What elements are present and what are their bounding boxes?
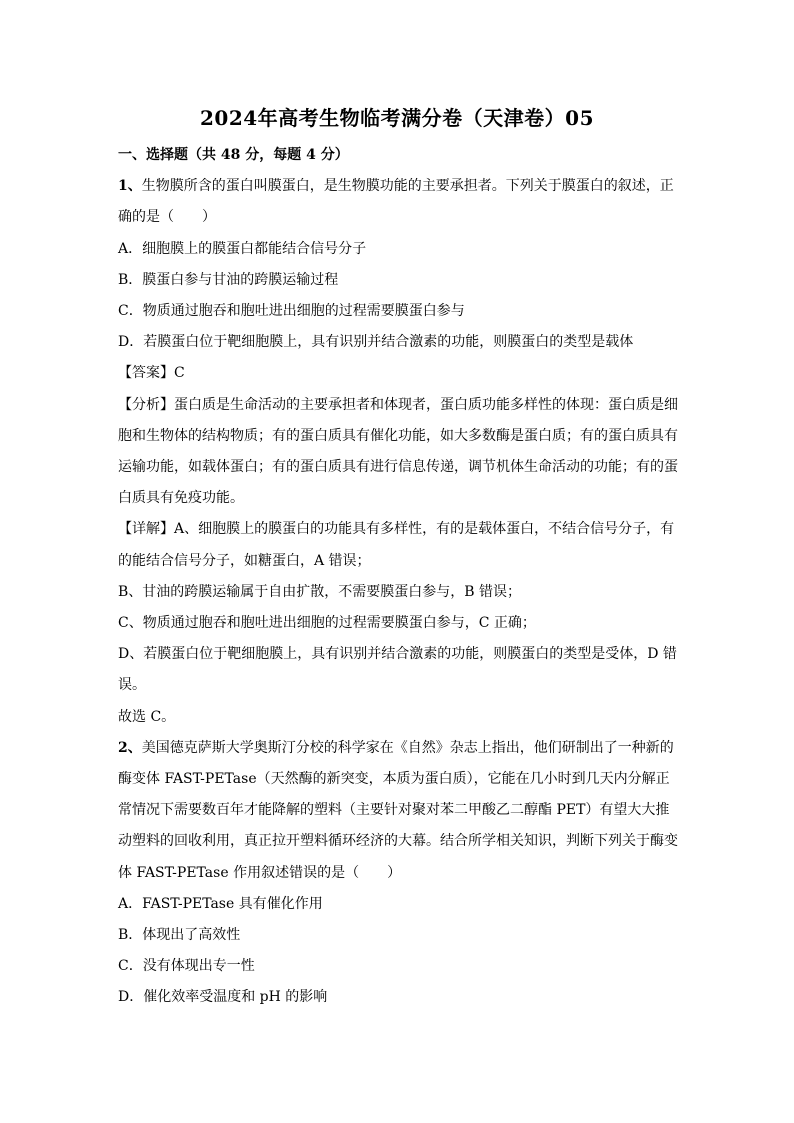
question-1-option-d: D．若膜蛋白位于靶细胞膜上，具有识别并结合激素的功能，则膜蛋白的类型是载体 — [118, 334, 634, 351]
question-2-text: 美国德克萨斯大学奥斯汀分校的科学家在《自然》杂志上指出，他们研制出了一种新的酶变体 FAST-PETase（天然酶的新突变，本质为蛋白质），它能在几小时到几天内分解正常情况下需要数百年才能降解的塑料（主要针对聚对苯二甲酸乙二醇酯 PET）有望大大推动塑料的回收利用，真正拉开塑料循环经济的大幕。结合所学相关知识，判断下列关于酶变体 FAST-PETase 作用叙述错误的是（ ） — [118, 739, 678, 881]
detail-label: 【详解】 — [118, 521, 174, 538]
question-2-option-d: D．催化效率受温度和 pH 的影响 — [118, 989, 328, 1006]
analysis-label: 【分析】 — [118, 396, 174, 413]
question-1-detail-a — [118, 514, 678, 576]
analysis-text: 蛋白质是生命活动的主要承担者和体现者，蛋白质功能多样性的体现：蛋白质是细胞和生物体的结构物质；有的蛋白质具有催化功能，如大多数酶是蛋白质；有的蛋白质具有运输功能，如载体蛋白；有的蛋白质具有进行信息传递，调节机体生命活动的功能；有的蛋白质具有免疫功能。 — [118, 396, 678, 507]
question-1-option-c: C．物质通过胞吞和胞吐进出细胞的过程需要膜蛋白参与 — [118, 303, 465, 320]
question-1-analysis — [118, 390, 678, 515]
question-1-option-a: A．细胞膜上的膜蛋白都能结合信号分子 — [118, 240, 367, 257]
question-1-answer: 【答案】C — [118, 365, 185, 382]
question-2-option-b: B．体现出了高效性 — [118, 927, 241, 944]
question-1-conclusion: 故选 C。 — [118, 708, 176, 725]
section-heading: 一、选择题（共 48 分，每题 4 分） — [118, 147, 349, 163]
document-body — [118, 140, 678, 1014]
question-1-detail-d: D、若膜蛋白位于靶细胞膜上，具有识别并结合激素的功能，则膜蛋白的类型是受体，D 错误。 — [118, 646, 677, 694]
question-2-option-c: C．没有体现出专一性 — [118, 958, 255, 975]
question-1-detail-c: C、物质通过胞吞和胞吐进出细胞的过程需要膜蛋白参与，C 正确； — [118, 615, 536, 632]
question-2-number: 2、 — [118, 739, 142, 756]
page-title: 2024年高考生物临考满分卷（天津卷）05 — [200, 106, 594, 130]
question-1-option-b: B．膜蛋白参与甘油的跨膜运输过程 — [118, 271, 339, 288]
question-1-number: 1、 — [118, 178, 142, 195]
question-1-detail-b: B、甘油的跨膜运输属于自由扩散，不需要膜蛋白参与，B 错误； — [118, 583, 522, 600]
question-1-stem — [118, 171, 678, 233]
question-2-stem — [118, 733, 678, 889]
question-1-text: 生物膜所含的蛋白叫膜蛋白，是生物膜功能的主要承担者。下列关于膜蛋白的叙述，正确的是（ ） — [118, 178, 674, 226]
question-2-option-a: A．FAST-PETase 具有催化作用 — [118, 895, 323, 912]
detail-a-text: A、细胞膜上的膜蛋白的功能具有多样性，有的是载体蛋白，不结合信号分子，有的能结合信号分子，如糖蛋白，A 错误； — [118, 521, 675, 569]
